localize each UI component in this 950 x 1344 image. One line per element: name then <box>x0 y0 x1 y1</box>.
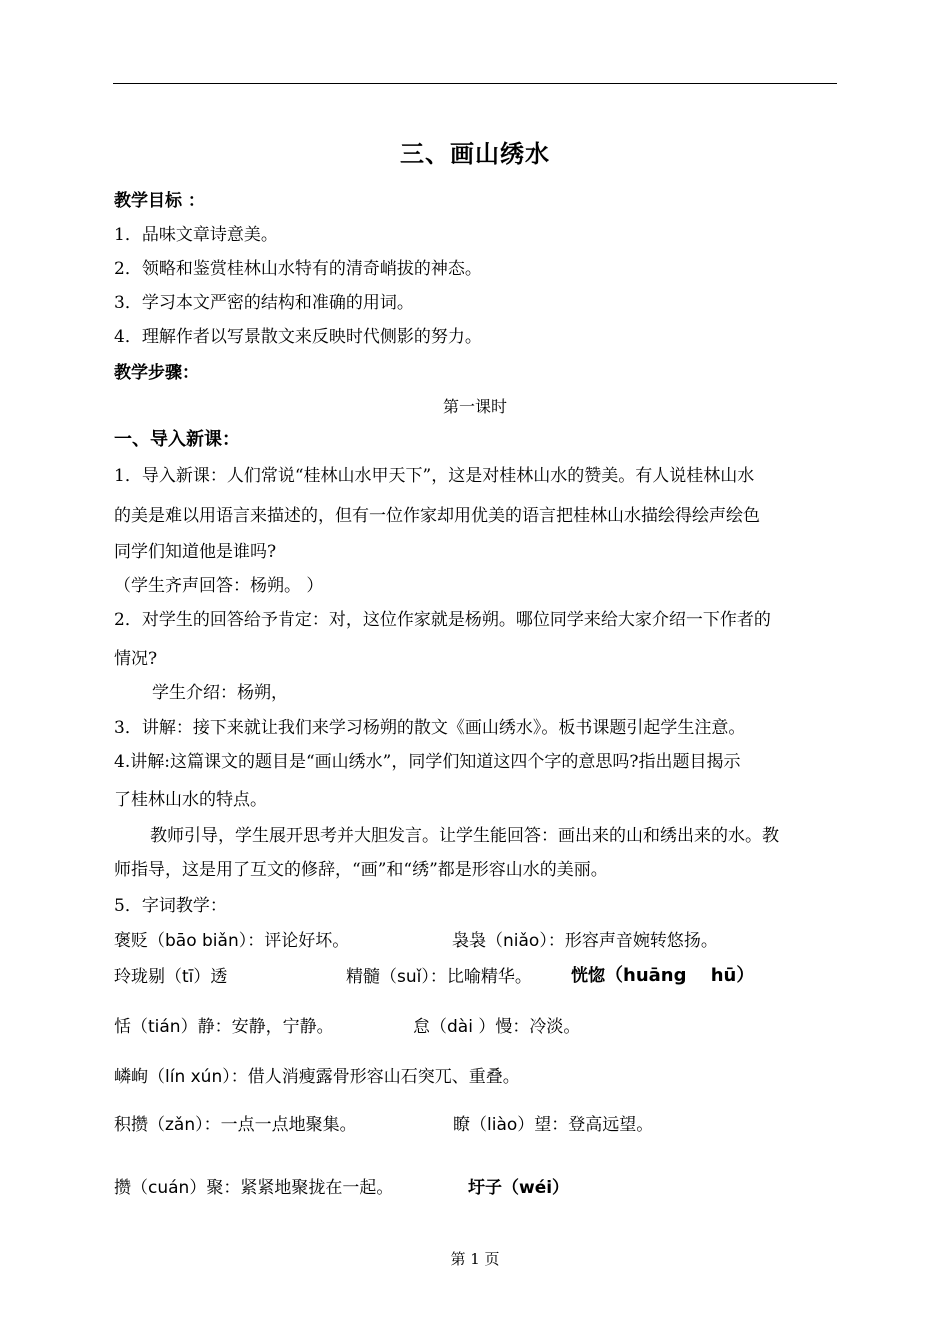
objective-item: 4．理解作者以写景散文来反映时代侧影的努力。 <box>114 327 482 347</box>
paragraph-line: 1．导入新课：人们常说“桂林山水甲天下”，这是对桂林山水的赞美。有人说桂林山水 <box>114 466 755 486</box>
page-number: 第 1 页 <box>450 1250 500 1268</box>
page-title: 三、画山绣水 <box>400 139 550 168</box>
objective-item: 2．领略和鉴赏桂林山水特有的清奇峭拔的神态。 <box>114 259 482 279</box>
paragraph-line: 同学们知道他是谁吗? <box>114 542 277 562</box>
vocab-entry: 积攒（zǎn）：一点一点地聚集。 <box>114 1115 357 1135</box>
paragraph-line: 2．对学生的回答给予肯定：对，这位作家就是杨朔。哪位同学来给大家介绍一下作者的 <box>114 610 771 630</box>
paragraph-line: 了桂林山水的特点。 <box>114 790 267 810</box>
vocab-entry: 嶙峋（lín xún）：借人消瘦露骨形容山石突兀、重叠。 <box>114 1067 520 1087</box>
vocab-entry: 褒贬（bāo biǎn）：评论好坏。 <box>114 931 350 951</box>
lesson-label: 第一课时 <box>442 397 507 416</box>
vocab-entry: 怠（dài ）慢：冷淡。 <box>413 1017 581 1037</box>
steps-heading: 教学步骤： <box>114 363 199 383</box>
section-heading: 一、导入新课： <box>114 429 240 450</box>
vocab-entry: 恬（tián）静：安静，宁静。 <box>114 1017 334 1037</box>
header-rule <box>113 83 837 84</box>
objective-item: 1．品味文章诗意美。 <box>114 225 278 245</box>
answer-line: （学生齐声回答：杨朔。 ） <box>114 576 324 596</box>
paragraph-line: 师指导，这是用了互文的修辞，“画”和“绣”都是形容山水的美丽。 <box>114 860 608 880</box>
paragraph-line: 情况? <box>114 649 158 669</box>
vocab-entry: 恍惚（huāng hū） <box>571 965 755 986</box>
vocab-heading: 5．字词教学： <box>114 896 227 916</box>
vocab-entry: 袅袅（niǎo）：形容声音婉转悠扬。 <box>452 931 718 951</box>
paragraph-line: 3．讲解：接下来就让我们来学习杨朔的散文《画山绣水》。板书课题引起学生注意。 <box>114 718 746 738</box>
objectives-heading: 教学目标 ： <box>114 191 205 211</box>
intro-line: 学生介绍：杨朔， <box>152 683 288 703</box>
paragraph-line: 的美是难以用语言来描述的，但有一位作家却用优美的语言把桂林山水描绘得绘声绘色 <box>114 506 760 526</box>
vocab-entry: 攒（cuán）聚：紧紧地聚拢在一起。 <box>114 1178 394 1198</box>
vocab-entry: 玲珑剔（tī）透 <box>114 967 228 987</box>
paragraph-line: 教师引导，学生展开思考并大胆发言。让学生能回答：画出来的山和绣出来的水。教 <box>150 826 779 846</box>
vocab-entry: 圩子（wéi） <box>468 1178 570 1198</box>
paragraph-line: 4.讲解:这篇课文的题目是“画山绣水”，同学们知道这四个字的意思吗?指出题目揭示 <box>114 752 741 772</box>
objective-item: 3．学习本文严密的结构和准确的用词。 <box>114 293 414 313</box>
vocab-entry: 瞭（liào）望：登高远望。 <box>453 1115 654 1135</box>
vocab-entry: 精髓（suǐ）：比喻精华。 <box>346 967 532 987</box>
